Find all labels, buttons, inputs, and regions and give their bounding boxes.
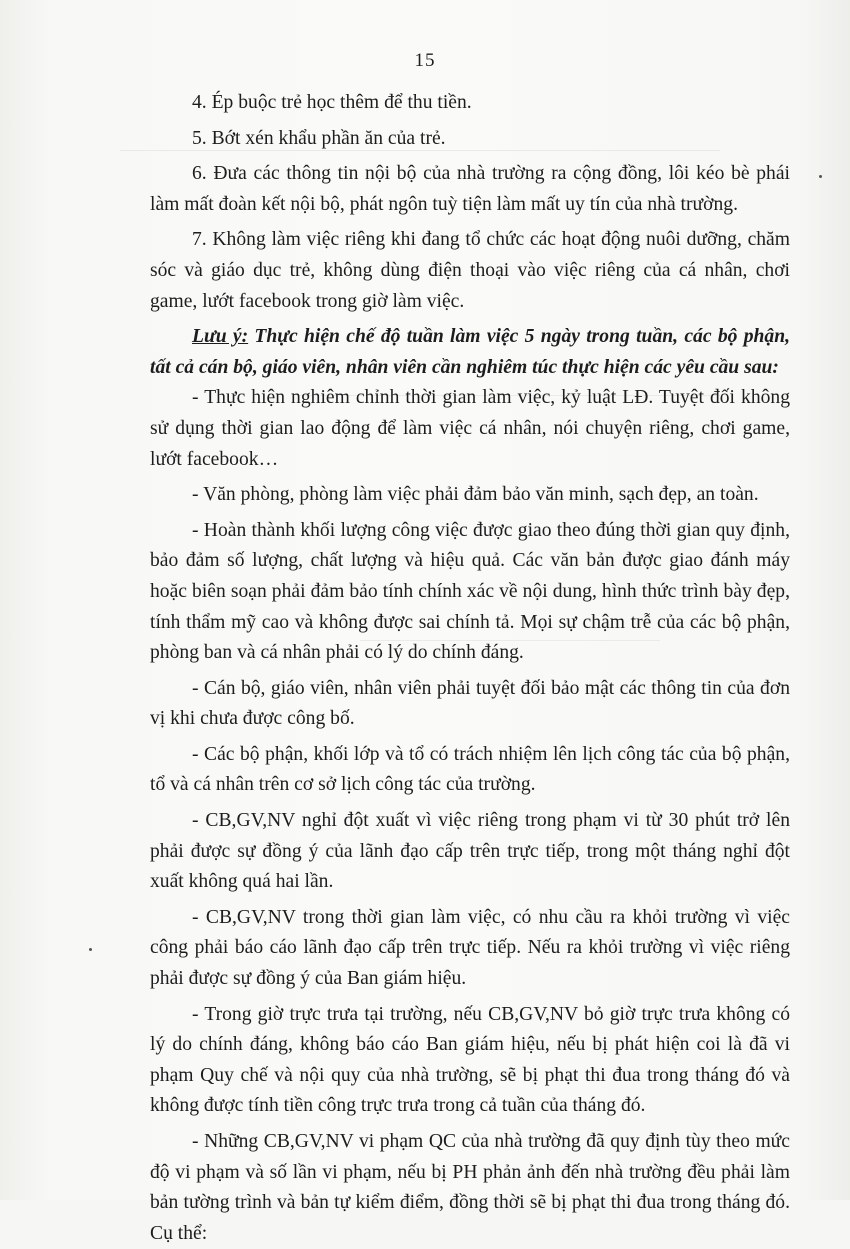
rule-paragraph: - Văn phòng, phòng làm việc phải đảm bảo văn minh, sạch đẹp, an toàn. <box>192 484 759 506</box>
scan-speck <box>819 175 822 178</box>
rule-paragraph: - Thực hiện nghiêm chỉnh thời gian làm việc, kỷ luật LĐ. Tuyệt đối không sử dụng thời gian lao động để làm việc cá nhân, nói chuyện riêng, chơi game, lướt facebook… <box>150 387 790 470</box>
rule-paragraph: - Trong giờ trực trưa tại trường, nếu CB,GV,NV bỏ giờ trực trưa không có lý do chính đáng, không báo cáo Ban giám hiệu, nếu bị phát hiện coi là đã vi phạm Quy chế và nội quy của nhà trường, sẽ bị phạt thi đua trong tháng đó và không được tính tiền công trực trưa trong cả tuần của tháng đó. <box>150 1003 790 1117</box>
rule-paragraph: - Cán bộ, giáo viên, nhân viên phải tuyệt đối bảo mật các thông tin của đơn vị khi chưa được công bố. <box>150 677 790 730</box>
note-paragraph <box>150 322 790 383</box>
page-number: 15 <box>414 50 436 71</box>
list-item: 4. Ép buộc trẻ học thêm để thu tiền. <box>192 92 472 113</box>
rule-paragraph: - Những CB,GV,NV vi phạm QC của nhà trường đã quy định tùy theo mức độ vi phạm và số lần vi phạm, nếu bị PH phản ảnh đến nhà trường đều phải làm bản tường trình và bản tự kiểm điểm, đồng thời sẽ bị phạt thi đua trong tháng đó. Cụ thể: <box>150 1131 790 1244</box>
list-item: 5. Bớt xén khẩu phần ăn của trẻ. <box>192 127 446 149</box>
note-label: Lưu ý: <box>192 326 249 348</box>
rule-paragraph: - Hoàn thành khối lượng công việc được giao theo đúng thời gian quy định, bảo đảm số lượng, chất lượng và hiệu quả. Các văn bản được giao đánh máy hoặc biên soạn phải đảm bảo tính chính xác về nội dung, hình thức trình bày đẹp, tính thẩm mỹ cao và không được sai chính tả. Mọi sự chậm trễ của các bộ phận, phòng ban và cá nhân phải có lý do chính đáng. <box>150 519 790 664</box>
rule-paragraph: - CB,GV,NV trong thời gian làm việc, có nhu cầu ra khỏi trường vì việc công phải báo cáo lãnh đạo cấp trên trực tiếp. Nếu ra khỏi trường vì việc riêng phải được sự đồng ý của Ban giám hiệu. <box>150 906 790 990</box>
rule-paragraph: - Các bộ phận, khối lớp và tổ có trách nhiệm lên lịch công tác của bộ phận, tổ và cá nhân trên cơ sở lịch công tác của trường. <box>150 743 790 796</box>
document-body <box>150 88 790 1249</box>
list-item: 7. Không làm việc riêng khi đang tổ chức các hoạt động nuôi dưỡng, chăm sóc và giáo dục trẻ, không dùng điện thoại vào việc riêng của cá nhân, chơi game, lướt facebook trong giờ làm việc. <box>150 229 790 312</box>
note-text: Thực hiện chế độ tuần làm việc 5 ngày trong tuần, các bộ phận, tất cả cán bộ, giáo viên, nhân viên cần nghiêm túc thực hiện các yêu cầu sau: <box>150 326 790 378</box>
scan-speck <box>89 948 92 951</box>
rule-paragraph: - CB,GV,NV nghỉ đột xuất vì việc riêng trong phạm vi từ 30 phút trở lên phải được sự đồng ý của lãnh đạo cấp trên trực tiếp, trong một tháng nghỉ đột xuất không quá hai lần. <box>150 810 790 893</box>
list-item: 6. Đưa các thông tin nội bộ của nhà trường ra cộng đồng, lôi kéo bè phái làm mất đoàn kết nội bộ, phát ngôn tuỳ tiện làm mất uy tín của nhà trường. <box>150 163 790 215</box>
